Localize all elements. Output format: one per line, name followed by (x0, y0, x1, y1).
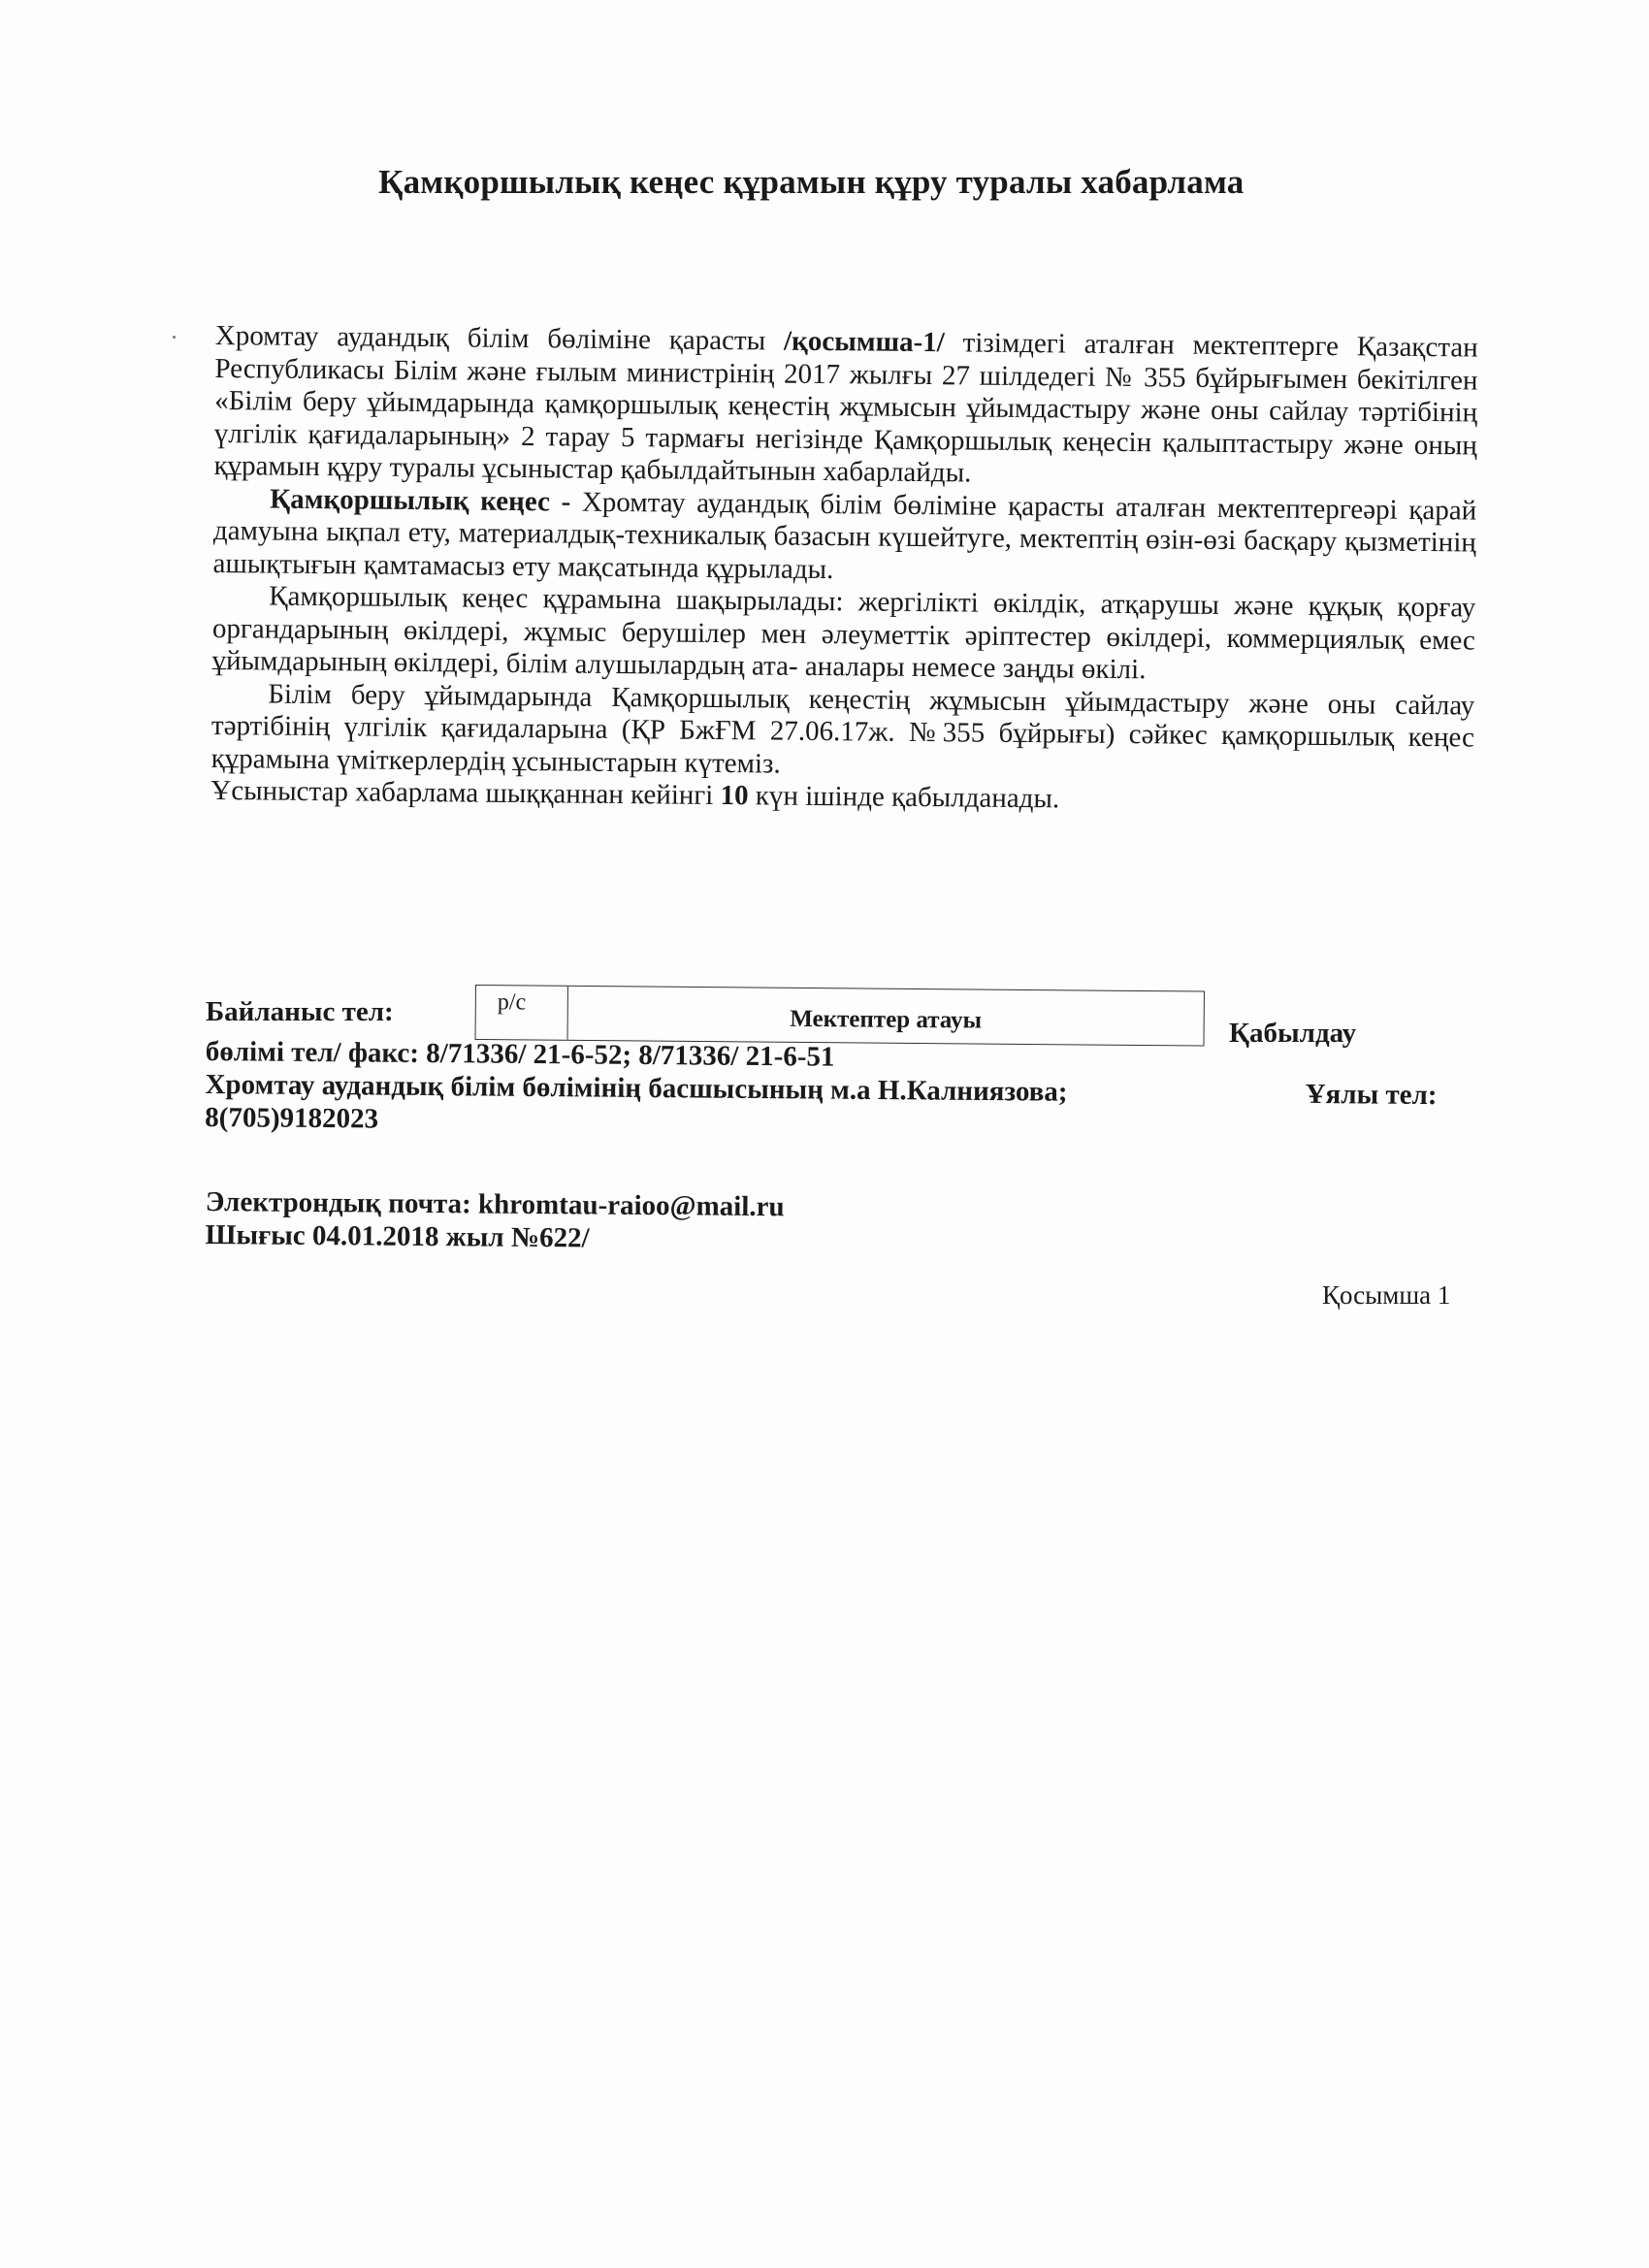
days-count: 10 (720, 780, 749, 812)
mobile-number: 8(705)9182023 (205, 1101, 379, 1135)
phone-label: Байланыс тел: (206, 996, 394, 1027)
paragraph-1-start: Хромтау аудандық білім бөліміне қарасты (214, 320, 785, 357)
manager-name: Хромтау аудандық білім бөлімінің басшысының м.а Н.Калниязова; (205, 1068, 1068, 1108)
paragraph-1 (213, 320, 1478, 495)
table-header-school-name: Мектептер атауы (790, 1005, 983, 1034)
scan-speck (173, 336, 176, 339)
council-term: Қамқоршылық кеңес - (270, 483, 571, 518)
appendix-label: Қосымша 1 (1322, 1280, 1451, 1310)
announcement-body (210, 320, 1478, 820)
mobile-label: Ұялы тел: (1305, 1078, 1438, 1112)
accept-label: Қабылдау (1229, 1018, 1357, 1049)
table-header-number: р/с (476, 986, 568, 1040)
email-block (205, 1185, 784, 1256)
paragraph-2 (212, 482, 1476, 592)
paragraph-4: Білім беру ұйымдарында Қамқоршылық кеңестің жұмысын ұйымдастыру және оны сайлау тәртібінің үлгілік қағидаларына (ҚР БжҒМ 27.06.17ж. №355 бұйрығы) сәйкес қамқоршылық кеңес құрамына үміткерлердің ұсыныстарын күтеміз. (210, 678, 1475, 780)
paragraph-3: Қамқоршылық кеңес құрамына шақырылады: жергілікті өкілдік, атқарушы және құқық қорғау органдарының өкілдері, жұмыс берушілер мен әлеуметтік әріптестер өкілдері, коммерциялық емес ұйымдарының өкілдері, білім алушылардың ата- аналары немесе заңды өкілі. (211, 580, 1476, 686)
paragraph-1-rest: тізімдегі аталған мектептерге Қазақстан Республикасы Білім және ғылым министрінің 2017 жылғы 27 шілдедегі № 355 бұйрығымен бекітілген «Білім беру ұйымдарында қамқоршылық кеңестің жұмысын ұйымдастыру және оны сайлау тәртібінің үлгілік қағидаларының» 2 тарау 5 тармағы негізінде Қамқоршылық кеңесін қалыптастыру және оның құрамын құру туралы ұсыныстар қабылдайтынын хабарлайды. (213, 327, 1478, 489)
contact-lines (205, 1035, 1496, 1146)
schools-table (475, 985, 1205, 1047)
appendix-reference: /қосымша-1/ (783, 325, 945, 359)
paragraph-5-before: Ұсыныстар хабарлама шыққаннан кейінгі (210, 774, 721, 812)
paragraph-2-text: Хромтау аудандық білім бөліміне қарасты аталған мектептергеәрі қарай дамуына ықпал ету, материалдық-техникалық базасын күшейтуге, мектептің өзін-өзі басқару қызметінің ашықтығын қамтамасыз ету мақсатында құрылады. (212, 486, 1477, 585)
outgoing-number: Шығыс 04.01.2018 жыл №622/ (205, 1218, 590, 1254)
dept-phone: бөлімі тел/ факс: 8/71336/ 21-6-52; 8/71336/ 21-6-51 (205, 1036, 835, 1073)
email-line: Электрондық почта: khromtau-raioo@mail.ru (205, 1186, 785, 1223)
paragraph-5-after: күн ішінде қабылданады. (748, 780, 1060, 815)
document-title: Қамқоршылық кеңес құрамын құру туралы хабарлама (378, 163, 1245, 201)
